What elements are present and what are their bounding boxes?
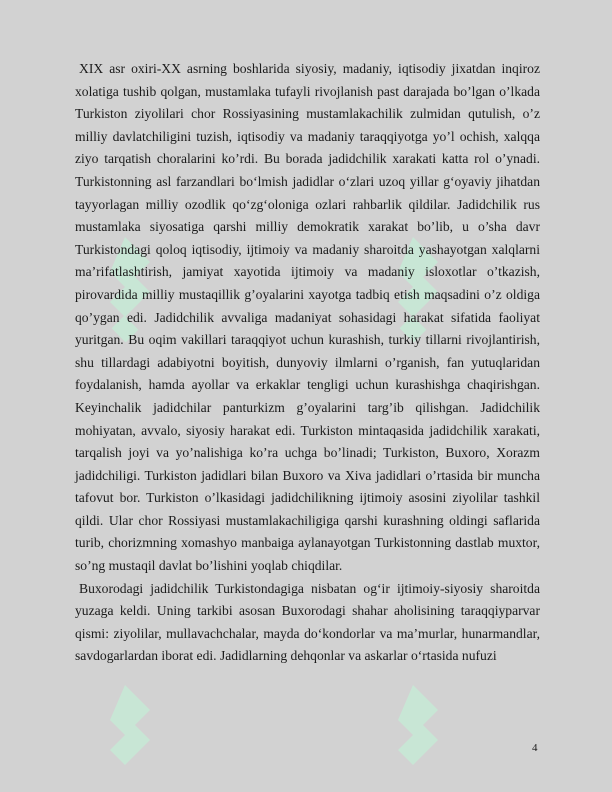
paragraph: XIX asr oxiri-XX asrning boshlarida siyosiy, madaniy, iqtisodiy jixatdan inqiroz xolatiga tushib qolgan, mustamlaka tufayli rivojlanish past darajada bo’lgan o’lkada Turkiston ziyolilari chor Rossiyasining mustamlakachilik zulmidan qutulish, o’z milliy davlatchiligini tuzish, iqtisodiy va madaniy taraqqiyotga yo’l ochish, xalqqa ziyo tarqatish choralarini ko’rdi. Bu borada jadidchilik xarakati katta rol o’ynadi. Turkistonning asl farzandlari bo‘lmish jadidlar o‘zlari uzoq yillar g‘oyaviy jihatdan tayyorlagan milliy ozodlik qo‘zg‘oloniga ozlari rahbarlik qildilar. Jadidchilik rus mustamlaka siyosatiga qarshi milliy demokratik xarakat bo’lib, u o’sha davr Turkistondagi qoloq iqtisodiy, ijtimoiy va madaniy sharoitda yashayotgan xalqlarni ma’rifatlashtirish, jamiyat xayotida ijtimoiy va madaniy isloxotlar o’tkazish, pirovardida milliy mustaqillik g’oyalarini xayotga tadbiq etish maqsadini o’z oldiga qo’ygan edi. Jadidchilik avvaliga madaniyat sohasidagi harakat sifatida faoliyat yuritgan. Bu oqim vakillari taraqqiyot uchun kurashish, turkiy tillarni rivojlantirish, shu tillardagi adabiyotni boyitish, dunyoviy ilmlarni o’rganish, fan yutuqlaridan foydalanish, hamda ayollar va erkaklar tengligi uchun kurashishga chaqirishgan. Keyinchalik jadidchilar panturkizm g’oyalarini targ’ib qilishgan. Jadidchilik mohiyatan, avvalo, siyosiy harakat edi. Turkiston mintaqasida jadidchilik xarakati, tarqalish joyi va yo’nalishiga ko’ra uchga bo’linadi; Turkiston, Buxoro, Xorazm jadidchiligi. Turkiston jadidlari bilan Buxoro va Xiva jadidlari o’rtasida bir muncha tafovut bor. Turkiston o’lkasidagi jadidchilikning ijtimoiy asosini ziyolilar tashkil qildi. Ular chor Rossiyasi mustamlakachiligiga qarshi kurashning oldingi saflarida turib, chorizmning xomashyo manbaiga aylanayotgan Turkistonning dastlab muxtor, so’ng mustaqil davlat bo’lishini yoqlab chiqdilar.	[75, 61, 540, 574]
watermark-logo-icon	[90, 680, 160, 790]
page-number: 4	[532, 742, 538, 754]
paragraph: Buxorodagi jadidchilik Turkistondagiga nisbatan og‘ir ijtimoiy-siyosiy sharoitda yuzaga keldi. Uning tarkibi asosan Buxorodagi shahar aholisining taraqqiyparvar qismi: ziyolilar, mullavachchalar, mayda do‘kondorlar va ma’murlar, hunarmandlar, savdogarlardan iborat edi. Jadidlarning dehqonlar va askarlar o‘rtasida nufuzi	[75, 580, 540, 664]
watermark-logo-icon	[378, 680, 448, 790]
body-text	[75, 58, 540, 668]
